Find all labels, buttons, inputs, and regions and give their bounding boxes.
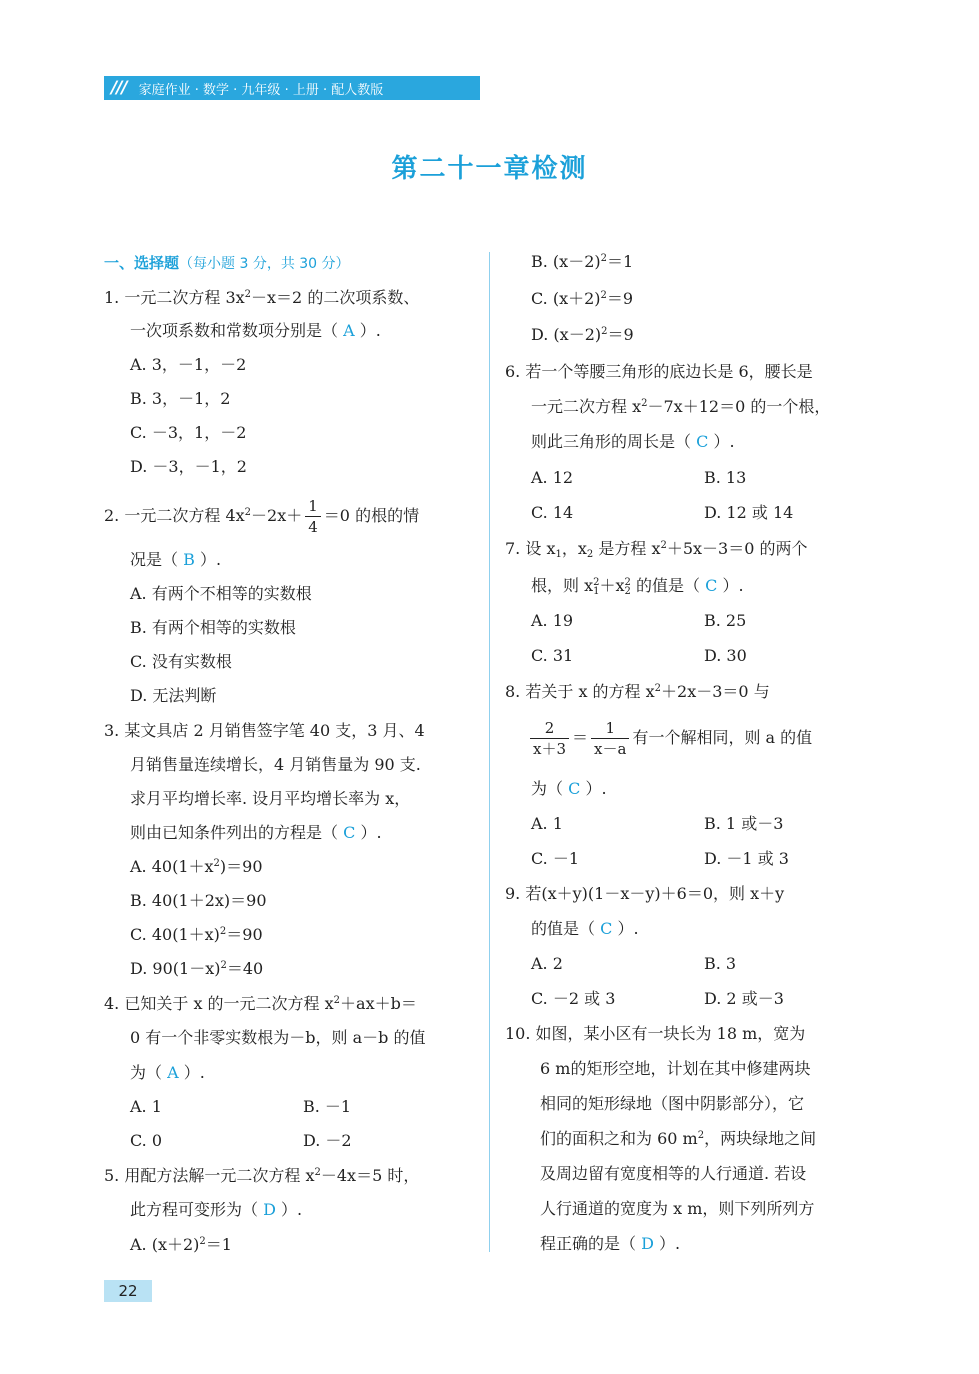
question-text: ）.: [713, 432, 735, 451]
question-text: ）.: [359, 321, 381, 340]
question-text: 程正确的是（: [540, 1234, 637, 1253]
superscript: 2: [213, 858, 220, 869]
option-a: A. 19: [531, 611, 574, 630]
answer-7: C: [705, 576, 718, 595]
superscript: 2: [199, 1236, 206, 1247]
question-text: ，两块绿地之间: [704, 1129, 817, 1148]
question-text: 此方程可变形为（: [130, 1200, 259, 1219]
option-text: ＝1: [607, 252, 634, 271]
question-text: 则此三角形的周长是（: [531, 432, 692, 451]
option-text: C. (x＋2): [531, 289, 601, 308]
question-text: 是方程 x: [593, 539, 661, 558]
question-number: 4.: [104, 994, 120, 1013]
question-10-line-7: [540, 1233, 680, 1255]
answer-8: C: [568, 779, 581, 798]
question-text: 一次项系数和常数项分别是（: [130, 321, 339, 340]
question-text: ）.: [659, 1234, 681, 1253]
option-text: A. (x＋2): [130, 1235, 200, 1254]
header-slash-icon: ///: [111, 78, 127, 98]
question-text: 一元二次方程 3x: [124, 288, 245, 307]
question-text: ）.: [199, 550, 222, 569]
option-a: A. 1: [130, 1097, 162, 1116]
fraction-numerator: 1: [591, 718, 629, 739]
fraction: [591, 718, 629, 759]
equals-sign: ＝: [572, 728, 589, 747]
question-number: 1.: [104, 288, 120, 307]
option-text: ＝40: [226, 959, 264, 978]
option-text: D. 90(1－x): [130, 959, 221, 978]
option-b: B. 25: [704, 611, 747, 630]
fraction-denominator: x－a: [594, 740, 627, 758]
question-text: 一元二次方程 4x: [124, 506, 245, 525]
subscript: 2: [586, 549, 594, 560]
question-text: ）.: [617, 919, 639, 938]
question-7-line-2: [531, 575, 744, 597]
superscript: 2: [600, 290, 607, 301]
superscript: 2: [333, 995, 341, 1006]
question-9-line-2: [531, 918, 639, 940]
option-c: C. －3，1，－2: [130, 423, 247, 442]
fraction-numerator: 2: [530, 718, 569, 739]
question-text: ＝0 的根的情: [323, 506, 420, 525]
question-6-line-3: [531, 431, 735, 453]
question-text: ）.: [722, 576, 744, 595]
superscript: 2: [244, 289, 252, 300]
question-text: －2x＋: [251, 506, 303, 525]
option-b: B. 3: [704, 954, 737, 973]
option-text: B. (x－2): [531, 252, 601, 271]
answer-6: C: [696, 432, 709, 451]
question-8-line-2: [527, 714, 812, 762]
question-3-line-2: 月销售量连续增长，4 月销售量为 90 支.: [130, 755, 421, 774]
question-4-line-2: 0 有一个非零实数根为－b，则 a－b 的值: [130, 1028, 426, 1047]
superscript: 2: [593, 576, 600, 588]
question-text: －7x＋12＝0 的一个根，: [647, 397, 831, 416]
question-10-line-6: 人行通道的宽度为 x m，则下列所列方: [540, 1199, 815, 1218]
option-c: C. 31: [531, 646, 574, 665]
option-a: A. 有两个不相等的实数根: [130, 584, 312, 603]
answer-1: A: [343, 321, 355, 340]
answer-10: D: [641, 1234, 654, 1253]
question-text: 用配方法解一元二次方程 x: [124, 1166, 315, 1185]
option-text: C. 40(1＋x): [130, 925, 220, 944]
question-3-line-3: 求月平均增长率. 设月平均增长率为 x，: [130, 789, 411, 808]
option-text: ＝1: [205, 1235, 232, 1254]
question-text: 已知关于 x 的一元二次方程 x: [124, 994, 334, 1013]
question-text: 如图，某小区有一块长为 18 m，宽为: [535, 1024, 806, 1043]
question-text: 的值是（: [630, 576, 700, 595]
question-text: ＋ax＋b＝: [340, 994, 417, 1013]
superscript: 2: [654, 683, 662, 694]
question-8-line-3: [531, 778, 607, 800]
question-text: ＋x: [599, 576, 625, 595]
question-text: 们的面积之和为 60 m: [540, 1129, 698, 1148]
option-b: B. 有两个相等的实数根: [130, 618, 296, 637]
question-text: 为（: [531, 779, 564, 798]
option-d: D. 2 或－3: [704, 989, 784, 1008]
superscript: 2: [244, 507, 252, 518]
section-subtitle: （每小题 3 分，共 30 分）: [179, 256, 350, 272]
option-d: D. 12 或 14: [704, 503, 794, 522]
fraction-denominator: x＋3: [533, 740, 567, 758]
question-6-line-1: [505, 361, 813, 383]
superscript: 2: [601, 326, 608, 337]
option-a: A. 2: [531, 954, 563, 973]
option-text: ＝9: [606, 289, 634, 308]
question-9-line-1: [505, 883, 784, 905]
question-text: －4x＝5 时，: [320, 1166, 420, 1185]
option-text: D. (x－2): [531, 325, 602, 344]
option-d: D. －3，－1，2: [130, 457, 247, 476]
question-number: 9.: [505, 884, 521, 903]
question-8-line-1: [505, 681, 770, 703]
question-text: 况是（: [130, 550, 179, 569]
answer-4: A: [167, 1063, 179, 1082]
question-text: 一元二次方程 x: [531, 397, 642, 416]
question-text: 某文具店 2 月销售签字笔 40 支，3 月、4: [124, 721, 425, 740]
question-text: －x＝2 的二次项系数、: [251, 288, 420, 307]
superscript: 2: [624, 576, 631, 588]
question-text: 的值是（: [531, 919, 596, 938]
question-text: ）.: [585, 779, 607, 798]
superscript: 2: [220, 960, 227, 971]
option-b: B. 3，－1，2: [130, 389, 231, 408]
superscript: 2: [660, 540, 667, 551]
question-6-line-2: [531, 396, 830, 418]
question-number: 2.: [104, 506, 120, 525]
option-c: C. －2 或 3: [531, 989, 616, 1008]
question-number: 10.: [505, 1024, 531, 1043]
answer-5: D: [263, 1200, 276, 1219]
answer-2: B: [183, 550, 195, 569]
option-text: A. 40(1＋x: [130, 857, 214, 876]
option-b: B. －1: [303, 1097, 352, 1116]
question-text: 若(x＋y)(1－x－y)＋6＝0，则 x＋y: [525, 884, 785, 903]
option-text: )＝90: [219, 857, 263, 876]
fraction-denominator: 4: [308, 518, 318, 536]
question-text: 若关于 x 的方程 x: [525, 682, 655, 701]
answer-9: C: [600, 919, 613, 938]
question-text: 为（: [130, 1063, 163, 1082]
option-c: C. 0: [130, 1131, 163, 1150]
superscript: 2: [641, 398, 648, 409]
option-c: C. 14: [531, 503, 574, 522]
subscript: 1: [555, 549, 562, 560]
option-c: C. 没有实数根: [130, 652, 232, 671]
option-c: C. －1: [531, 849, 580, 868]
option-d: D. －2: [303, 1131, 352, 1150]
question-7-line-1: [505, 538, 808, 560]
superscript: 2: [314, 1167, 321, 1178]
option-a: A. 1: [531, 814, 563, 833]
question-text: ，x: [561, 539, 587, 558]
option-d: D. 无法判断: [130, 686, 217, 705]
option-d: D. 30: [704, 646, 747, 665]
question-text: 根，则 x: [531, 576, 594, 595]
section-title: 一、选择题: [104, 254, 180, 272]
option-text: ＝9: [607, 325, 634, 344]
option-text: ＝90: [226, 925, 263, 944]
superscript: 2: [697, 1130, 705, 1141]
fraction-numerator: 1: [305, 496, 321, 517]
question-number: 6.: [505, 362, 521, 381]
question-10-line-1: [505, 1023, 805, 1045]
option-a: A. 3，－1，－2: [130, 355, 247, 374]
question-text: ＋2x－3＝0 与: [661, 682, 770, 701]
question-text: ）.: [360, 823, 382, 842]
question-10-line-3: 相同的矩形绿地（图中阴影部分），它: [540, 1094, 805, 1113]
question-text: 则由已知条件列出的方程是（: [130, 823, 339, 842]
question-number: 5.: [104, 1166, 120, 1185]
option-d: D. －1 或 3: [704, 849, 789, 868]
question-text: 若一个等腰三角形的底边长是 6，腰长是: [525, 362, 813, 381]
superscript: 2: [600, 253, 607, 264]
option-d: [531, 324, 634, 346]
question-text: ＋5x－3＝0 的两个: [666, 539, 808, 558]
subscript: 2: [624, 585, 631, 597]
question-10-line-2: 6 m的矩形空地，计划在其中修建两块: [540, 1059, 811, 1078]
fraction: [530, 718, 569, 759]
question-number: 7.: [505, 539, 521, 558]
question-text: 有一个解相同，则 a 的值: [632, 728, 813, 747]
question-text: ）.: [281, 1200, 303, 1219]
page-number: 22: [104, 1280, 152, 1302]
header-text: 家庭作业 · 数学 · 九年级 · 上册 · 配人教版: [138, 82, 384, 98]
question-text: 设 x: [525, 539, 556, 558]
superscript: 2: [219, 926, 227, 937]
option-a: A. 12: [531, 468, 574, 487]
option-b: B. 1 或－3: [704, 814, 784, 833]
option-c: [531, 288, 633, 310]
option-b: B. 13: [704, 468, 747, 487]
question-10-line-5: 及周边留有宽度相等的人行通道. 若设: [540, 1164, 807, 1183]
answer-3: C: [343, 823, 356, 842]
question-10-line-4: [540, 1128, 816, 1150]
subscript: 1: [593, 585, 600, 597]
question-text: ）.: [183, 1063, 205, 1082]
question-number: 3.: [104, 721, 120, 740]
question-number: 8.: [505, 682, 521, 701]
option-b: B. 40(1＋2x)＝90: [130, 891, 267, 910]
page-title: 第二十一章检测: [391, 154, 588, 184]
option-b: [531, 251, 633, 273]
